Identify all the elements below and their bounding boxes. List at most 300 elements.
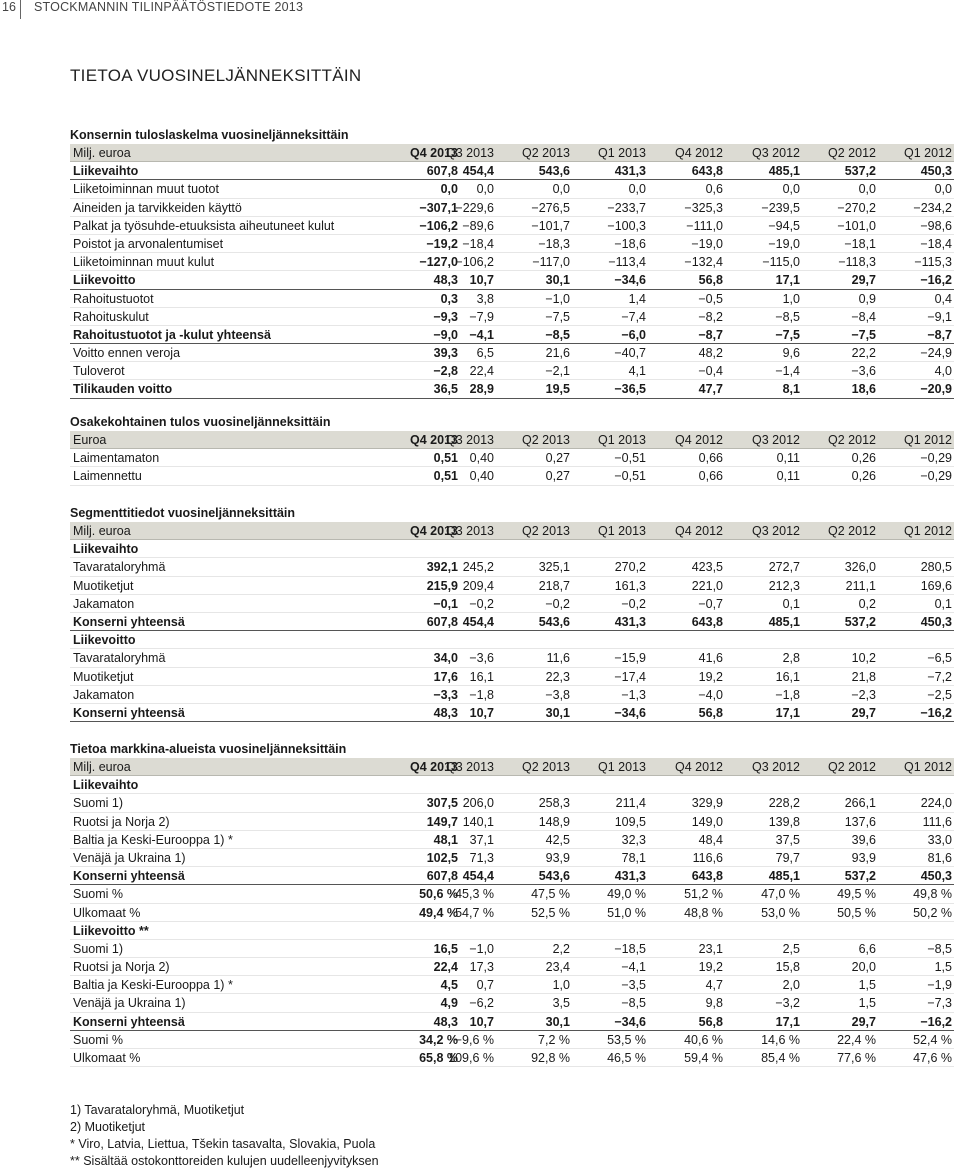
column-header: Q4 2013 bbox=[410, 524, 458, 538]
table-cell: 0,0 bbox=[552, 182, 570, 197]
row-label: Laimentamaton bbox=[73, 451, 160, 466]
table-cell: 19,2 bbox=[698, 960, 723, 975]
row-label: Liikevaihto bbox=[73, 542, 139, 557]
table-cell: 537,2 bbox=[844, 869, 876, 884]
table-cell: −94,5 bbox=[768, 218, 800, 233]
column-header: Q2 2013 bbox=[522, 433, 570, 447]
row-label: Liiketoiminnan muut tuotot bbox=[73, 182, 219, 197]
table-row bbox=[70, 904, 954, 922]
table-cell: 9,8 bbox=[705, 996, 723, 1011]
table-cell: 543,6 bbox=[538, 614, 570, 629]
table-cell: 0,51 bbox=[433, 451, 458, 466]
table-row bbox=[70, 235, 954, 253]
table-cell: −6,0 bbox=[621, 327, 646, 342]
table-cell: −0,2 bbox=[469, 596, 494, 611]
table-cell: −16,2 bbox=[920, 273, 952, 288]
table-cell: 209,4 bbox=[462, 578, 494, 593]
table-cell: −8,7 bbox=[927, 327, 952, 342]
table-row bbox=[70, 326, 954, 344]
table-cell: 0,1 bbox=[934, 596, 952, 611]
table-cell: 169,6 bbox=[920, 578, 952, 593]
column-header: Q2 2012 bbox=[828, 760, 876, 774]
table-cell: 0,3 bbox=[440, 291, 458, 306]
table-cell: 85,4 % bbox=[761, 1051, 800, 1065]
page-title: TIETOA VUOSINELJÄNNEKSITTÄIN bbox=[70, 66, 362, 85]
row-label: Jakamaton bbox=[73, 687, 135, 702]
table-cell: 228,2 bbox=[768, 796, 800, 811]
row-label: Jakamaton bbox=[73, 596, 135, 611]
table-cell: −17,4 bbox=[614, 669, 646, 684]
table-cell: −8,7 bbox=[698, 327, 723, 342]
table-cell: 48,8 % bbox=[684, 905, 723, 920]
table-cell: −0,4 bbox=[698, 364, 723, 379]
table-row bbox=[70, 940, 954, 958]
table-cell: −18,6 bbox=[614, 236, 646, 251]
table-cell: 454,4 bbox=[462, 869, 494, 884]
table-cell: 0,7 bbox=[476, 978, 494, 993]
page-header bbox=[0, 0, 960, 22]
column-header: Q4 2012 bbox=[675, 760, 723, 774]
table-cell: 0,66 bbox=[698, 451, 723, 466]
table-cell: −34,6 bbox=[614, 273, 646, 288]
table-cell: 30,1 bbox=[545, 705, 570, 720]
table-cell: 29,7 bbox=[851, 273, 876, 288]
table-cell: 140,1 bbox=[462, 814, 494, 829]
table-cell: −127,0 bbox=[419, 255, 458, 270]
table-cell: −8,4 bbox=[851, 309, 876, 324]
table-cell: 93,9 bbox=[851, 850, 876, 865]
column-header: Q3 2012 bbox=[752, 760, 800, 774]
table-cell: 6,5 bbox=[476, 346, 494, 361]
column-header: Q2 2013 bbox=[522, 760, 570, 774]
table-row bbox=[70, 467, 954, 485]
table-row bbox=[70, 1031, 954, 1049]
table-cell: 48,3 bbox=[433, 1014, 458, 1029]
table-row bbox=[70, 976, 954, 994]
table-cell: −6,5 bbox=[927, 651, 952, 666]
table-cell: −7,4 bbox=[621, 309, 646, 324]
table-row bbox=[70, 290, 954, 308]
table-cell: 4,9 bbox=[440, 996, 458, 1011]
table-cell: 4,1 bbox=[628, 364, 646, 379]
table-cell: −3,8 bbox=[545, 687, 570, 702]
row-label: Ulkomaat % bbox=[73, 905, 141, 920]
table-cell: −40,7 bbox=[614, 346, 646, 361]
table-cell: −3,6 bbox=[469, 651, 494, 666]
column-header: Q4 2012 bbox=[675, 146, 723, 160]
row-label: Tilikauden voitto bbox=[73, 382, 173, 397]
unit-label: Milj. euroa bbox=[73, 146, 131, 160]
table-cell: 47,6 % bbox=[913, 1051, 952, 1065]
column-header: Q2 2013 bbox=[522, 524, 570, 538]
table-cell: −0,51 bbox=[614, 451, 646, 466]
table-cell: −9,6 % bbox=[454, 1032, 494, 1047]
table-cell: 0,0 bbox=[782, 182, 800, 197]
table-cell: −325,3 bbox=[684, 200, 723, 215]
row-label: Baltia ja Keski-Eurooppa 1) * bbox=[73, 978, 233, 993]
table-cell: 22,3 bbox=[545, 669, 570, 684]
table-cell: 109,6 % bbox=[448, 1051, 494, 1065]
table-cell: −106,2 bbox=[419, 218, 458, 233]
row-label: Suomi % bbox=[73, 887, 124, 902]
column-header: Q3 2012 bbox=[752, 524, 800, 538]
table-cell: −233,7 bbox=[607, 200, 646, 215]
table-cell: 17,1 bbox=[775, 705, 800, 720]
table-cell: 22,4 bbox=[433, 960, 458, 975]
table-cell: 16,1 bbox=[775, 669, 800, 684]
table-cell: 307,5 bbox=[426, 796, 458, 811]
table-cell: −9,3 bbox=[433, 309, 458, 324]
table-row bbox=[70, 813, 954, 831]
table-cell: 3,5 bbox=[552, 996, 570, 1011]
table-cell: −6,2 bbox=[469, 996, 494, 1011]
table-cell: 37,5 bbox=[775, 832, 800, 847]
column-header: Q3 2012 bbox=[752, 433, 800, 447]
row-label: Tavarataloryhmä bbox=[73, 560, 166, 575]
row-label: Palkat ja työsuhde-etuuksista aiheutuneet kulut bbox=[73, 218, 335, 233]
table-subheading-row bbox=[70, 631, 954, 649]
table-cell: −106,2 bbox=[455, 255, 494, 270]
row-label: Venäjä ja Ukraina 1) bbox=[73, 850, 186, 865]
table-cell: 270,2 bbox=[614, 560, 646, 575]
table-cell: 329,9 bbox=[691, 796, 723, 811]
table-cell: 0,0 bbox=[476, 182, 494, 197]
unit-label: Euroa bbox=[73, 433, 107, 447]
table-cell: 50,2 % bbox=[913, 905, 952, 920]
table-cell: 218,7 bbox=[538, 578, 570, 593]
table-row bbox=[70, 180, 954, 198]
table-cell: 48,3 bbox=[433, 273, 458, 288]
table-cell: 392,1 bbox=[426, 560, 458, 575]
table-cell: 1,5 bbox=[934, 960, 952, 975]
table-cell: 211,1 bbox=[845, 578, 876, 593]
table-cell: −101,0 bbox=[837, 218, 876, 233]
table-cell: 10,7 bbox=[469, 273, 494, 288]
table-cell: 22,4 bbox=[469, 364, 494, 379]
table-cell: −36,5 bbox=[614, 382, 646, 397]
row-label: Konserni yhteensä bbox=[73, 614, 185, 629]
table-cell: −132,4 bbox=[684, 255, 723, 270]
unit-label: Milj. euroa bbox=[73, 524, 131, 538]
row-label: Rahoitustuotot ja -kulut yhteensä bbox=[73, 327, 271, 342]
column-header: Q3 2013 bbox=[446, 524, 494, 538]
table-cell: −7,2 bbox=[927, 669, 952, 684]
row-label: Laimennettu bbox=[73, 469, 142, 484]
table-cell: 49,0 % bbox=[607, 887, 646, 902]
row-label: Konserni yhteensä bbox=[73, 1014, 185, 1029]
table-cell: 37,1 bbox=[469, 832, 494, 847]
table-cell: 326,0 bbox=[844, 560, 876, 575]
table-cell: 49,4 % bbox=[419, 905, 458, 920]
table-cell: 0,27 bbox=[545, 451, 570, 466]
table-cell: 65,8 % bbox=[419, 1051, 458, 1065]
table-row bbox=[70, 217, 954, 235]
table-section bbox=[70, 126, 954, 399]
table-cell: 149,0 bbox=[691, 814, 723, 829]
table-cell: −1,0 bbox=[469, 941, 494, 956]
footnotes bbox=[70, 1102, 379, 1170]
table-cell: 39,6 bbox=[851, 832, 876, 847]
table-cell: −16,2 bbox=[920, 705, 952, 720]
table-cell: 93,9 bbox=[545, 850, 570, 865]
table-cell: 49,5 % bbox=[837, 887, 876, 902]
table-cell: 30,1 bbox=[545, 273, 570, 288]
table-cell: 109,5 bbox=[614, 814, 646, 829]
table-cell: 537,2 bbox=[844, 614, 876, 629]
row-label: Konserni yhteensä bbox=[73, 705, 185, 720]
row-label: Liiketoiminnan muut kulut bbox=[73, 255, 215, 270]
table-cell: −115,0 bbox=[762, 255, 800, 270]
row-label: Muotiketjut bbox=[73, 669, 134, 684]
table-cell: −115,3 bbox=[914, 255, 952, 270]
table-cell: 47,5 % bbox=[531, 887, 570, 902]
table-cell: 211,4 bbox=[615, 796, 646, 811]
row-label: Konserni yhteensä bbox=[73, 869, 185, 884]
table-cell: 454,4 bbox=[462, 614, 494, 629]
table-subheading-row bbox=[70, 540, 954, 558]
section-title: Osakekohtainen tulos vuosineljänneksittäin bbox=[70, 415, 331, 429]
table-cell: −1,4 bbox=[775, 364, 800, 379]
table-cell: 215,9 bbox=[426, 578, 458, 593]
table-cell: −8,2 bbox=[698, 309, 723, 324]
table-cell: 22,4 % bbox=[837, 1032, 876, 1047]
table-cell: 454,4 bbox=[462, 164, 494, 179]
table-cell: 34,0 bbox=[433, 651, 458, 666]
table-cell: 15,8 bbox=[775, 960, 800, 975]
table-cell: 50,6 % bbox=[419, 887, 458, 902]
table-cell: 56,8 bbox=[698, 1014, 723, 1029]
table-cell: 78,1 bbox=[621, 850, 646, 865]
table-cell: −1,8 bbox=[469, 687, 494, 702]
table-cell: 21,8 bbox=[851, 669, 876, 684]
table-cell: −0,51 bbox=[614, 469, 646, 484]
table-cell: 1,5 bbox=[858, 978, 876, 993]
table-cell: 47,0 % bbox=[761, 887, 800, 902]
row-label: Venäjä ja Ukraina 1) bbox=[73, 996, 186, 1011]
table-section bbox=[70, 740, 954, 1067]
row-label: Suomi 1) bbox=[73, 796, 124, 811]
table-cell: 59,4 % bbox=[684, 1051, 723, 1065]
table-cell: −100,3 bbox=[607, 218, 646, 233]
column-header: Q1 2012 bbox=[904, 760, 952, 774]
table-cell: 0,2 bbox=[858, 596, 876, 611]
table-cell: 52,5 % bbox=[531, 905, 570, 920]
table-cell: −118,3 bbox=[838, 255, 876, 270]
table-cell: 41,6 bbox=[698, 651, 723, 666]
table-cell: −111,0 bbox=[686, 218, 723, 233]
footnote: ** Sisältää ostokonttoreiden kulujen uudelleenjyvityksen bbox=[70, 1154, 379, 1168]
table-cell: −15,9 bbox=[614, 651, 646, 666]
table-cell: 9,6 bbox=[782, 346, 800, 361]
table-cell: 4,5 bbox=[440, 978, 458, 993]
table-row bbox=[70, 831, 954, 849]
table-cell: 0,0 bbox=[440, 182, 458, 197]
table-row bbox=[70, 253, 954, 271]
table-cell: 0,11 bbox=[776, 451, 800, 466]
row-label: Tavarataloryhmä bbox=[73, 651, 166, 666]
column-header: Q1 2013 bbox=[598, 433, 646, 447]
table-cell: 0,6 bbox=[705, 182, 723, 197]
table-row bbox=[70, 1013, 954, 1031]
table-cell: 21,6 bbox=[545, 346, 570, 361]
row-label: Aineiden ja tarvikkeiden käyttö bbox=[73, 200, 242, 215]
table-cell: 643,8 bbox=[691, 869, 723, 884]
table-cell: 23,1 bbox=[698, 941, 723, 956]
table-cell: 56,8 bbox=[698, 705, 723, 720]
table-cell: 48,4 bbox=[698, 832, 723, 847]
table-cell: 543,6 bbox=[538, 869, 570, 884]
table-cell: −0,1 bbox=[433, 596, 458, 611]
table-cell: 17,1 bbox=[775, 1014, 800, 1029]
table-cell: −19,0 bbox=[691, 236, 723, 251]
table-cell: 14,6 % bbox=[761, 1032, 800, 1047]
table-cell: 0,26 bbox=[851, 451, 876, 466]
column-header: Q2 2012 bbox=[828, 146, 876, 160]
table-cell: −3,5 bbox=[621, 978, 646, 993]
table-cell: −24,9 bbox=[920, 346, 952, 361]
table-row bbox=[70, 362, 954, 380]
table-cell: 30,1 bbox=[545, 1014, 570, 1029]
table-cell: 266,1 bbox=[844, 796, 876, 811]
table-row bbox=[70, 271, 954, 289]
column-header: Q1 2013 bbox=[598, 760, 646, 774]
table-cell: 0,26 bbox=[851, 469, 876, 484]
table-cell: 2,2 bbox=[552, 941, 570, 956]
table-cell: 46,5 % bbox=[607, 1051, 646, 1065]
table-cell: −117,0 bbox=[532, 255, 570, 270]
table-cell: 7,2 % bbox=[538, 1032, 570, 1047]
table-cell: 23,4 bbox=[545, 960, 570, 975]
table-cell: 79,7 bbox=[775, 850, 800, 865]
table-cell: 32,3 bbox=[621, 832, 646, 847]
table-cell: −1,8 bbox=[775, 687, 800, 702]
table-cell: −0,5 bbox=[698, 291, 723, 306]
table-cell: 1,0 bbox=[552, 978, 570, 993]
table-cell: 431,3 bbox=[614, 164, 646, 179]
table-cell: −276,5 bbox=[531, 200, 570, 215]
section-title: Segmenttitiedot vuosineljänneksittäin bbox=[70, 506, 296, 520]
table-cell: 0,1 bbox=[782, 596, 800, 611]
table-row bbox=[70, 199, 954, 217]
table-cell: 0,0 bbox=[934, 182, 952, 197]
row-label: Rahoitustuotot bbox=[73, 291, 154, 306]
table-cell: 10,2 bbox=[851, 651, 876, 666]
table-row bbox=[70, 704, 954, 722]
table-cell: 272,7 bbox=[768, 560, 800, 575]
table-cell: 16,5 bbox=[433, 941, 458, 956]
table-cell: 52,4 % bbox=[913, 1032, 952, 1047]
table-row bbox=[70, 994, 954, 1012]
row-label: Liikevaihto bbox=[73, 164, 139, 179]
table-cell: 18,6 bbox=[851, 382, 876, 397]
table-cell: 2,0 bbox=[782, 978, 800, 993]
row-label: Poistot ja arvonalentumiset bbox=[73, 236, 224, 251]
table-cell: 4,0 bbox=[934, 364, 952, 379]
table-cell: 4,7 bbox=[705, 978, 723, 993]
column-header: Q3 2012 bbox=[752, 146, 800, 160]
table-cell: −8,5 bbox=[927, 941, 952, 956]
table-cell: 643,8 bbox=[691, 614, 723, 629]
table-cell: 11,6 bbox=[546, 651, 570, 666]
row-label: Ruotsi ja Norja 2) bbox=[73, 814, 170, 829]
table-cell: −16,2 bbox=[920, 1014, 952, 1029]
table-cell: 450,3 bbox=[920, 614, 952, 629]
table-cell: 102,5 bbox=[426, 850, 458, 865]
table-row bbox=[70, 308, 954, 326]
table-cell: −307,1 bbox=[419, 200, 458, 215]
table-cell: 2,5 bbox=[782, 941, 800, 956]
table-cell: 0,0 bbox=[628, 182, 646, 197]
row-label: Liikevoitto bbox=[73, 273, 136, 288]
table-cell: 537,2 bbox=[844, 164, 876, 179]
table-cell: 22,2 bbox=[851, 346, 876, 361]
table-cell: −98,6 bbox=[920, 218, 952, 233]
unit-label: Milj. euroa bbox=[73, 760, 131, 774]
table-cell: 0,9 bbox=[858, 291, 876, 306]
table-cell: −4,1 bbox=[469, 327, 494, 342]
table-cell: 206,0 bbox=[462, 796, 494, 811]
table-cell: 33,0 bbox=[927, 832, 952, 847]
table-cell: 48,2 bbox=[698, 346, 723, 361]
table-cell: 431,3 bbox=[614, 869, 646, 884]
table-cell: −2,3 bbox=[851, 687, 876, 702]
table-row bbox=[70, 649, 954, 667]
table-cell: 54,7 % bbox=[455, 905, 494, 920]
table-header-row bbox=[70, 758, 954, 776]
table-cell: 221,0 bbox=[691, 578, 723, 593]
row-label: Suomi % bbox=[73, 1032, 124, 1047]
table-cell: 450,3 bbox=[920, 164, 952, 179]
header-divider bbox=[20, 0, 21, 19]
table-cell: −8,5 bbox=[545, 327, 570, 342]
table-cell: −18,5 bbox=[614, 941, 646, 956]
table-cell: −7,9 bbox=[469, 309, 494, 324]
table-row bbox=[70, 162, 954, 180]
table-cell: −270,2 bbox=[837, 200, 876, 215]
table-cell: −18,3 bbox=[538, 236, 570, 251]
table-cell: 53,0 % bbox=[761, 905, 800, 920]
table-cell: −34,6 bbox=[614, 705, 646, 720]
table-cell: −4,0 bbox=[698, 687, 723, 702]
table-cell: 643,8 bbox=[691, 164, 723, 179]
table-section bbox=[70, 504, 954, 722]
table-cell: 36,5 bbox=[433, 382, 458, 397]
table-cell: −20,9 bbox=[920, 382, 952, 397]
table-row bbox=[70, 558, 954, 576]
table-cell: 607,8 bbox=[426, 164, 458, 179]
table-cell: −9,0 bbox=[433, 327, 458, 342]
column-header: Q1 2012 bbox=[904, 524, 952, 538]
row-label: Voitto ennen veroja bbox=[73, 346, 181, 361]
table-cell: 20,0 bbox=[851, 960, 876, 975]
table-row bbox=[70, 344, 954, 362]
table-header-row bbox=[70, 144, 954, 162]
table-cell: 47,7 bbox=[698, 382, 723, 397]
table-row bbox=[70, 577, 954, 595]
table-cell: −8,5 bbox=[621, 996, 646, 1011]
table-cell: 485,1 bbox=[768, 614, 800, 629]
table-cell: −0,29 bbox=[920, 469, 952, 484]
row-label: Ulkomaat % bbox=[73, 1051, 141, 1065]
table-cell: −234,2 bbox=[913, 200, 952, 215]
column-header: Q1 2013 bbox=[598, 524, 646, 538]
table-cell: 42,5 bbox=[545, 832, 570, 847]
column-header: Q1 2012 bbox=[904, 146, 952, 160]
table-cell: −9,1 bbox=[927, 309, 952, 324]
table-cell: 0,51 bbox=[433, 469, 458, 484]
table-cell: −229,6 bbox=[455, 200, 494, 215]
table-cell: 19,2 bbox=[698, 669, 723, 684]
